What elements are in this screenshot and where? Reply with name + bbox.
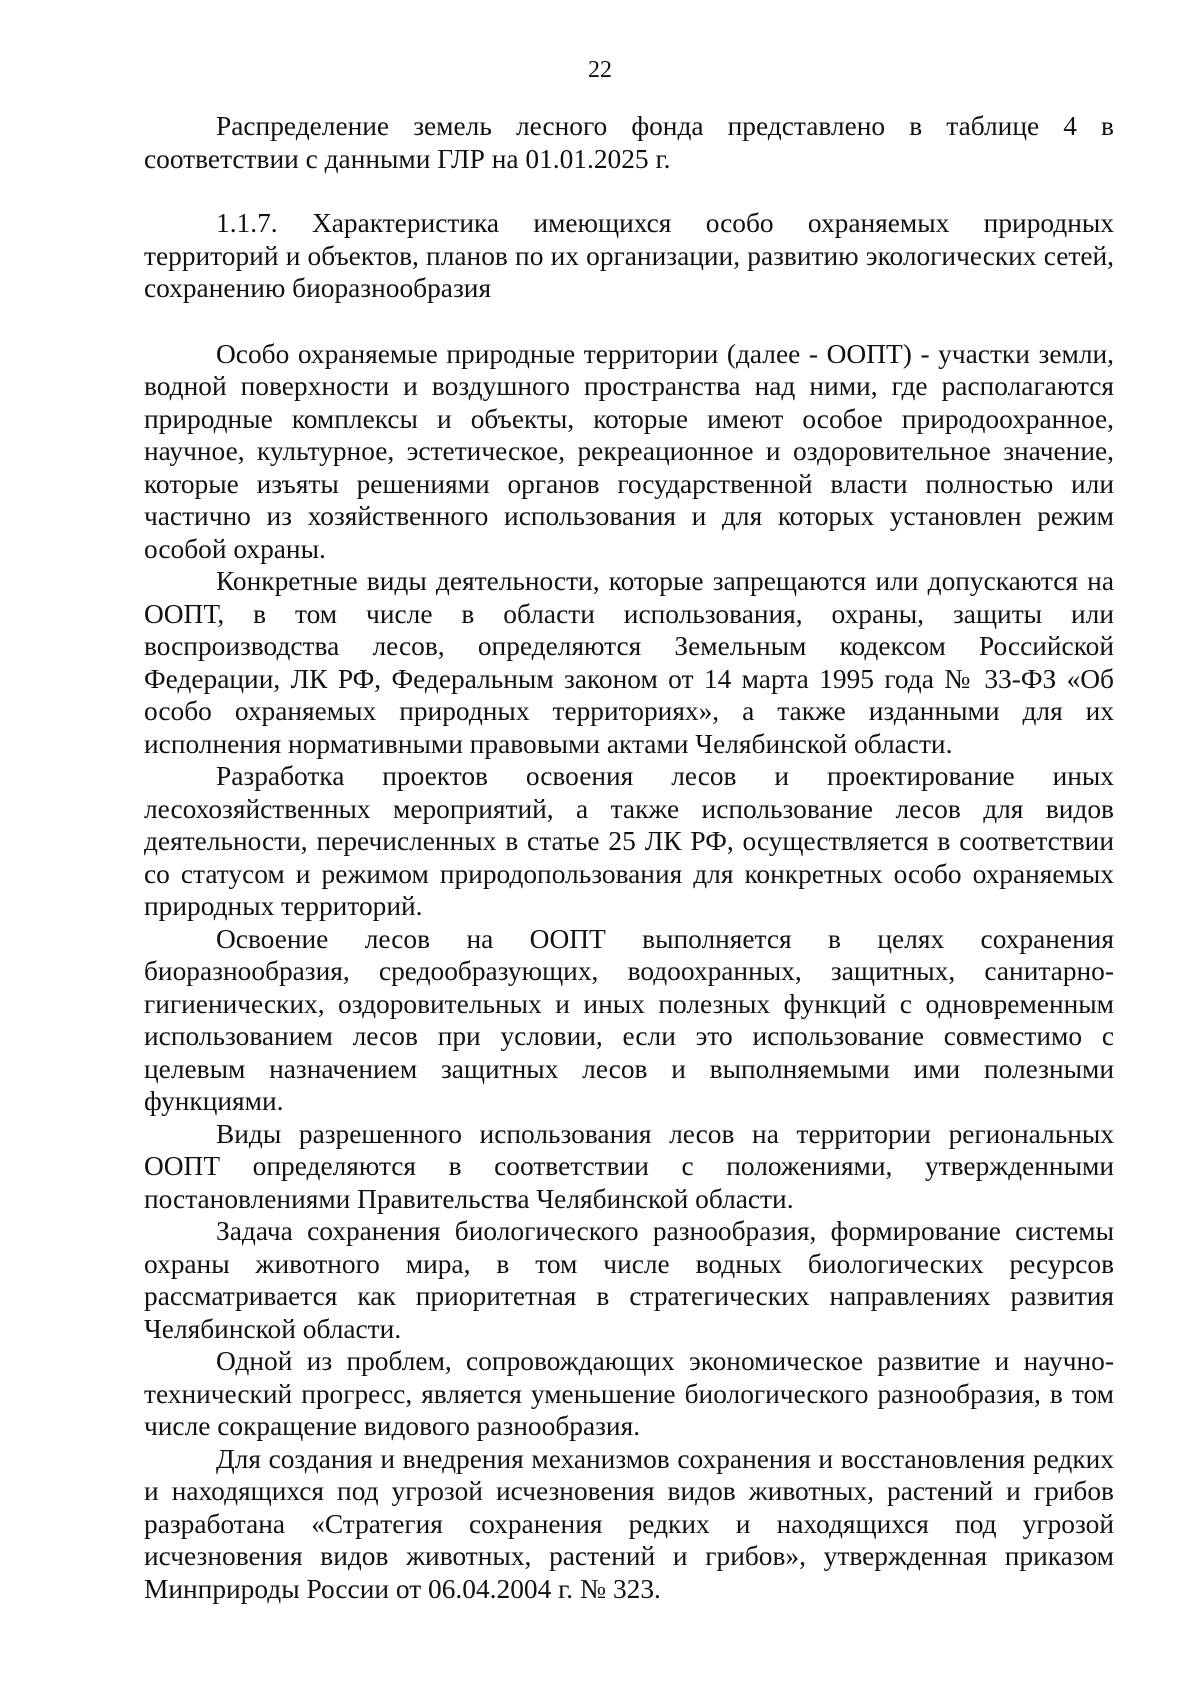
intro-paragraph: Распределение земель лесного фонда представлено в таблице 4 в соответствии с данными ГЛР на 01.01.2025 г. [144,111,1114,174]
body-paragraph-biodiversity-task: Задача сохранения биологического разнообразия, формирование системы охраны животного мира, в том числе водных биологических ресурсов рассматривается как приоритетная в стратегических направлениях развития Челябинской области. [144,1216,1114,1344]
body-paragraph-permitted-use: Виды разрешенного использования лесов на территории региональных ООПТ определяются в соответствии с положениями, утвержденными постановлениями Правительства Челябинской области. [144,1118,1114,1214]
body-paragraph-projects: Разработка проектов освоения лесов и проектирование иных лесохозяйственных мероприятий, а также использование лесов для видов деятельности, перечисленных в статье 25 ЛК РФ, осуществляется в соответствии со статусом и режимом природопользования для конкретных особо охраняемых природных территорий. [144,761,1114,921]
body-paragraph-oopt-definition: Особо охраняемые природные территории (далее - ООПТ) - участки земли, водной поверхности и воздушного пространства над ними, где располагаются природные комплексы и объекты, которые имеют особое природоохранное, научное, культурное, эстетическое, рекреационное и оздоровительное значение, которые изъяты решениями органов государственной власти полностью или частично из хозяйственного использования и для которых установлен режим особой охраны. [144,338,1114,564]
page-number: 22 [588,57,612,83]
body-paragraph-problems: Одной из проблем, сопровождающих экономическое развитие и научно-технический прогресс, является уменьшение биологического разнообразия, в том числе сокращение видового разнообразия. [144,1346,1114,1441]
body-paragraph-forest-use: Освоение лесов на ООПТ выполняется в целях сохранения биоразнообразия, средообразующих, водоохранных, защитных, санитарно-гигиенических, оздоровительных и иных полезных функций с одновременным использованием лесов при условии, если это использование совместимо с целевым назначением защитных лесов и выполняемыми ими полезными функциями. [144,923,1114,1116]
body-paragraph-activities: Конкретные виды деятельности, которые запрещаются или допускаются на ООПТ, в том числе в области использования, охраны, защиты или воспроизводства лесов, определяются Земельным кодексом Российской Федерации, ЛК РФ, Федеральным законом от 14 марта 1995 года № 33-ФЗ «Об особо охраняемых природных территориях», а также изданными для их исполнения нормативными правовыми актами Челябинской области. [144,566,1114,759]
section-heading: 1.1.7. Характеристика имеющихся особо охраняемых природных территорий и объектов, планов по их организации, развитию экологических сетей, сохранению биоразнообразия [144,208,1114,303]
body-paragraph-strategy: Для создания и внедрения механизмов сохранения и восстановления редких и находящихся под угрозой исчезновения видов животных, растений и грибов разработана «Стратегия сохранения редких и находящихся под угрозой исчезновения видов животных, растений и грибов», утвержденная приказом Минприроды России от 06.04.2004 г. № 323. [144,1443,1114,1604]
page-content [144,110,1114,1605]
